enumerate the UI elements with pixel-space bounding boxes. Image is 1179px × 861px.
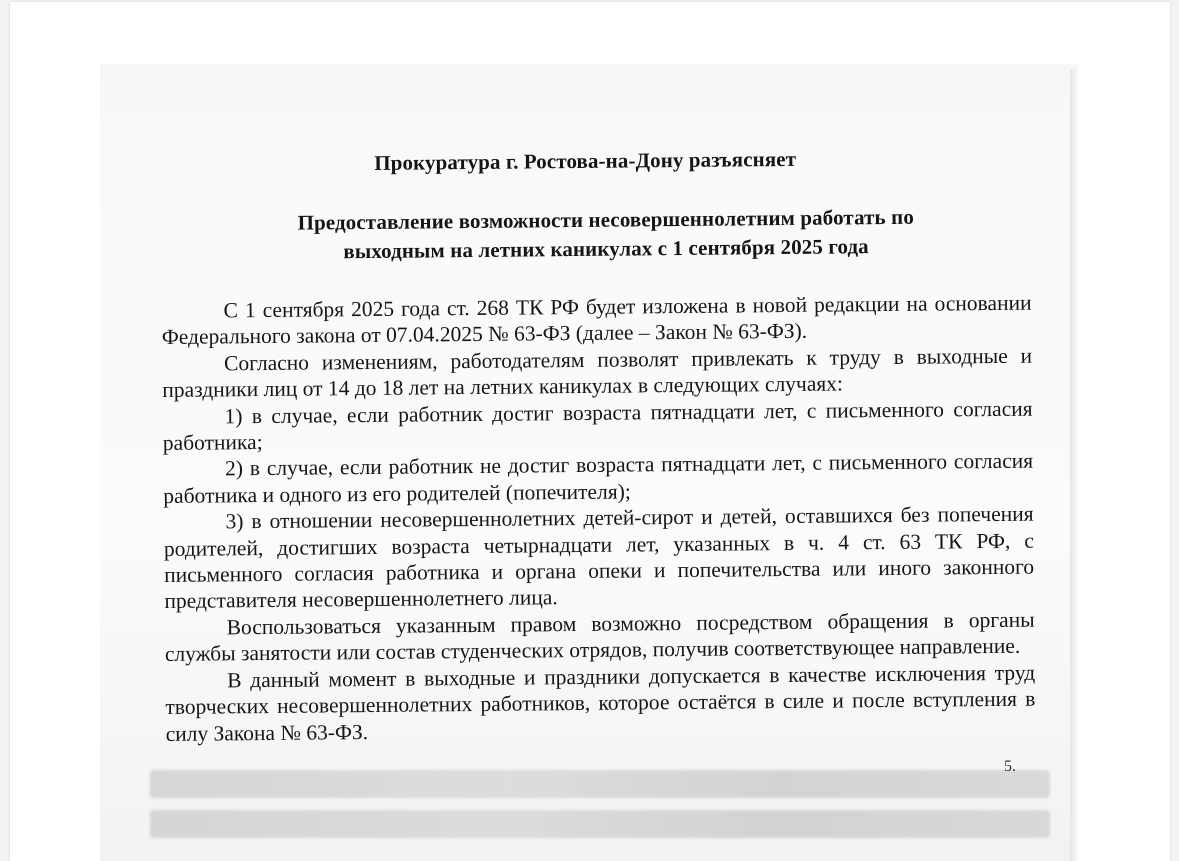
bleed-through-text (150, 770, 1050, 861)
document-content (160, 137, 1036, 747)
paragraph-exception: В данный момент в выходные и праздники допускается в качестве исключения труд творческих несовершеннолетних работников, которое остаётся в силе и после вступления в силу Закона № 63-ФЗ. (165, 660, 1036, 746)
document-subtitle (246, 202, 967, 267)
paragraph-case-2: 2) в случае, если работник не достиг возраста пятнадцати лет, с письменного согласия работника и одного из его родителей (попечителя); (163, 449, 1034, 508)
sheet-edge-shadow (1070, 70, 1080, 861)
paragraph-intro: С 1 сентября 2025 года ст. 268 ТК РФ будет изложена в новой редакции на основании Федерального закона от 07.04.2025 № 63-ФЗ (далее – Закон № 63-ФЗ). (161, 290, 1032, 350)
document-body (161, 290, 1035, 747)
paragraph-changes: Согласно изменениям, работодателям позволят привлекать к труду в выходные и праздники лиц от 14 до 18 лет на летних каникулах в следующих случаях: (162, 343, 1033, 403)
subtitle-line-1: Предоставление возможности несовершеннолетним работать по (297, 204, 914, 235)
page-number: 5. (1004, 758, 1016, 775)
paragraph-case-1: 1) в случае, если работник достиг возраста пятнадцати лет, с письменного согласия работника; (162, 396, 1033, 456)
paragraph-usage: Воспользоваться указанным правом возможно посредством обращения в органы службы занятости или состав студенческих отрядов, получив соответствующее направление. (164, 607, 1035, 667)
paragraph-case-3: 3) в отношении несовершеннолетних детей-сирот и детей, оставшихся без попечения родителей, достигших возраста четырнадцати лет, указанных в ч. 4 ст. 63 ТК РФ, с письменного согласия работника и органа опеки и попечительства или иного законного представителя несовершеннолетнего лица. (163, 501, 1035, 614)
document-title: Прокуратура г. Ростова-на-Дону разъясняет (374, 146, 797, 175)
subtitle-line-2: выходным на летних каникулах с 1 сентября 2025 года (343, 234, 869, 264)
